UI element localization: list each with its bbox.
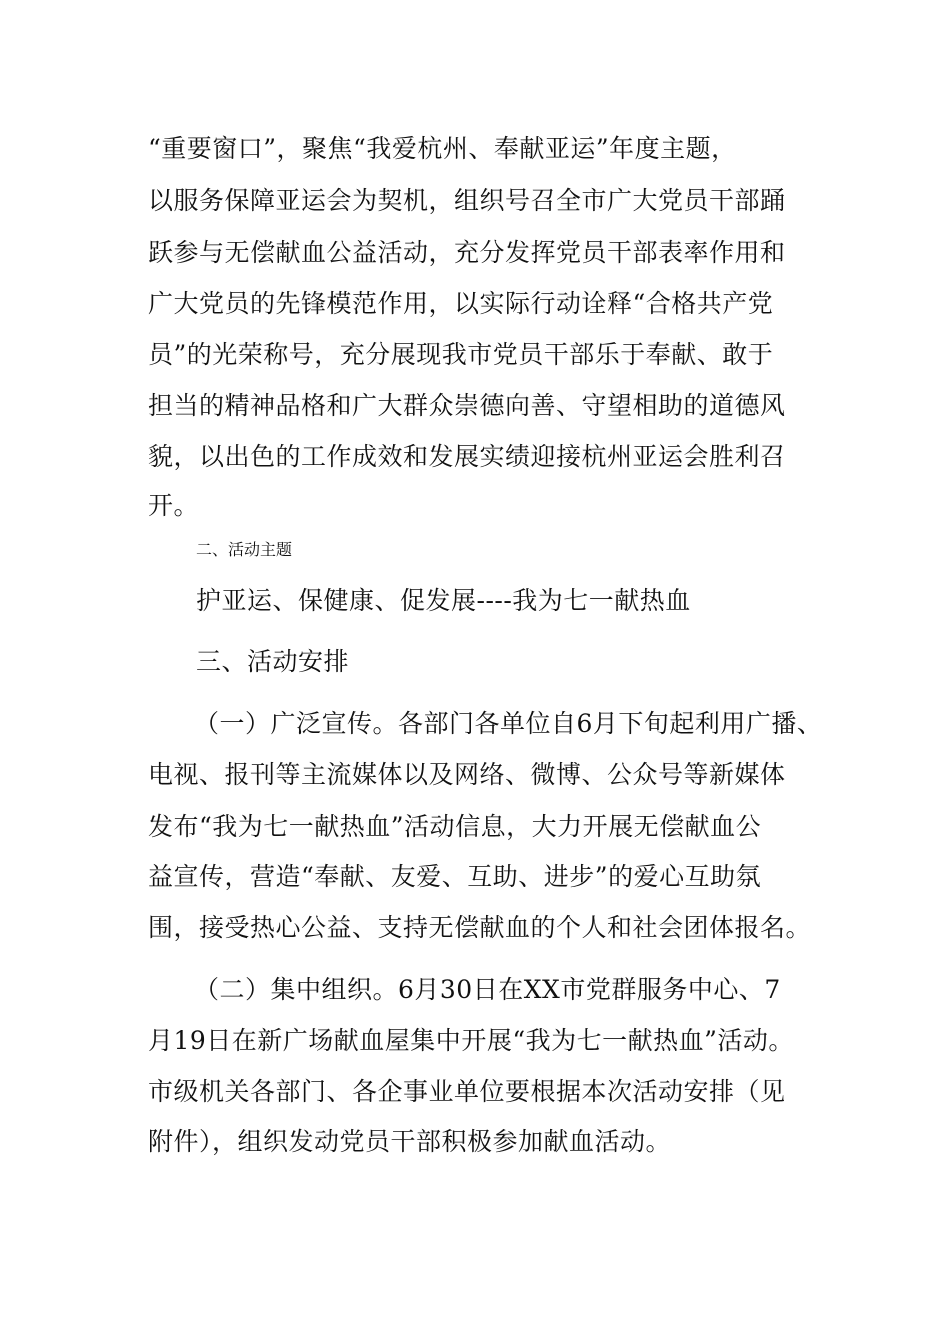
section2-heading: 二、活动主题 bbox=[196, 540, 293, 559]
item1-line-2: 电视、报刊等主流媒体以及网络、微博、公众号等新媒体 bbox=[148, 760, 786, 789]
item2-line-1: （二）集中组织。6月30日在XX市党群服务中心、7 bbox=[194, 975, 781, 1004]
intro-line-6: 担当的精神品格和广大群众崇德向善、守望相助的道德风 bbox=[148, 391, 786, 420]
intro-line-1: “重要窗口”，聚焦“我爱杭州、奉献亚运”年度主题， bbox=[148, 134, 737, 163]
item1-line-1: （一）广泛宣传。各部门各单位自6月下旬起利用广播、 bbox=[194, 709, 823, 738]
item1-line-4: 益宣传，营造“奉献、友爱、互助、进步”的爱心互助氛 bbox=[148, 862, 762, 891]
intro-line-8: 开。 bbox=[148, 491, 200, 520]
intro-line-3: 跃参与无偿献血公益活动，充分发挥党员干部表率作用和 bbox=[148, 238, 786, 267]
intro-line-7: 貌，以出色的工作成效和发展实绩迎接杭州亚运会胜利召 bbox=[148, 442, 786, 471]
intro-line-4: 广大党员的先锋模范作用，以实际行动诠释“合格共产党 bbox=[148, 289, 774, 318]
intro-line-5: 员”的光荣称号，充分展现我市党员干部乐于奉献、敢于 bbox=[148, 340, 774, 369]
item2-line-3: 市级机关各部门、各企事业单位要根据本次活动安排（见 bbox=[148, 1077, 786, 1106]
item1-line-3: 发布“我为七一献热血”活动信息，大力开展无偿献血公 bbox=[148, 812, 762, 841]
intro-line-2: 以服务保障亚运会为契机，组织号召全市广大党员干部踊 bbox=[148, 186, 786, 215]
section3-heading: 三、活动安排 bbox=[196, 647, 350, 676]
item2-line-2: 月19日在新广场献血屋集中开展“我为七一献热血”活动。 bbox=[148, 1026, 794, 1055]
section2-theme: 护亚运、保健康、促发展----我为七一献热血 bbox=[196, 586, 691, 615]
item2-line-4: 附件），组织发动党员干部积极参加献血活动。 bbox=[148, 1127, 672, 1156]
item1-line-5: 围，接受热心公益、支持无偿献血的个人和社会团体报名。 bbox=[148, 913, 812, 942]
